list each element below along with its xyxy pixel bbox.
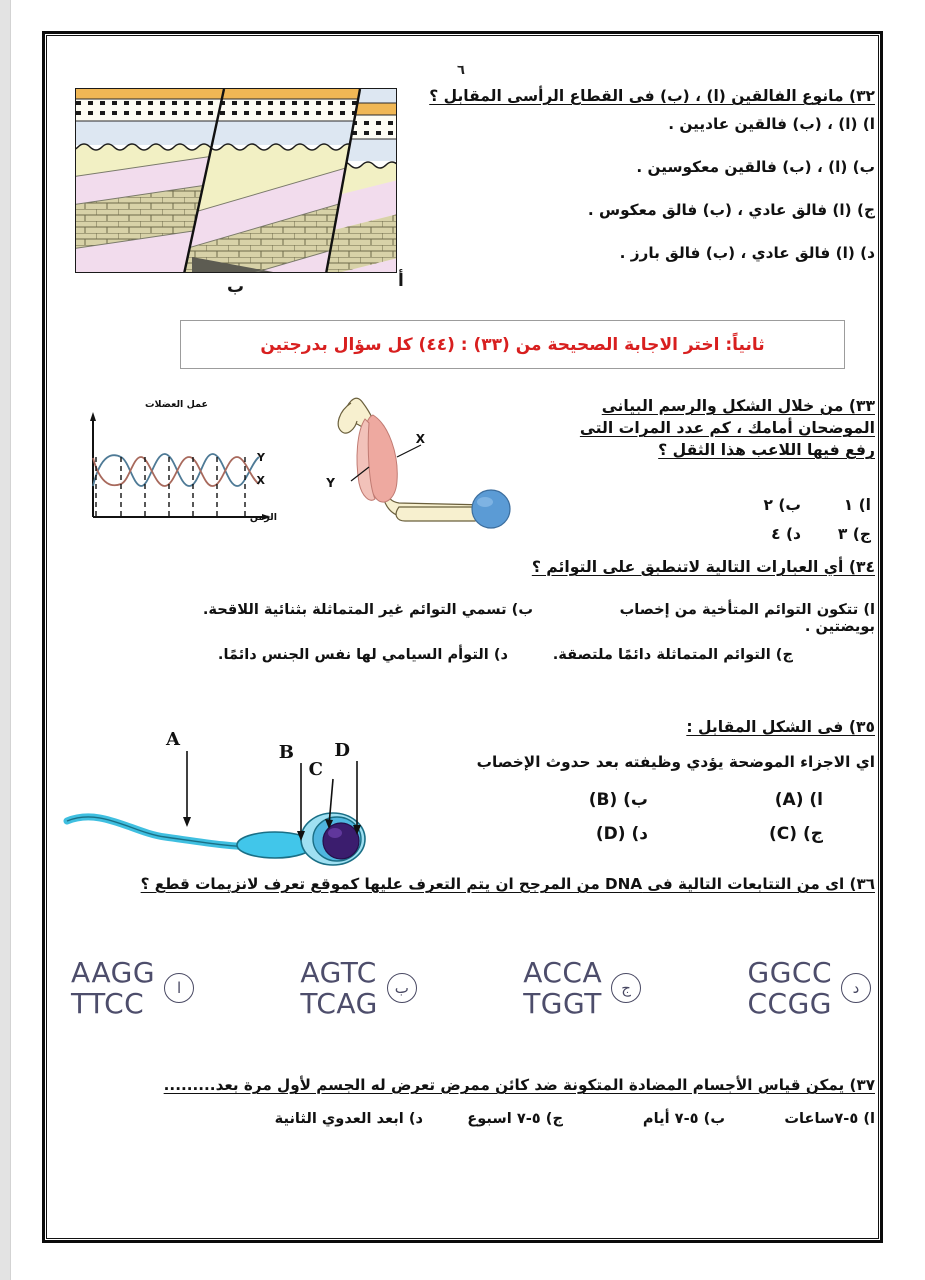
dna-option-c-sequence — [523, 957, 602, 1020]
paper-sheet — [11, 0, 925, 1280]
svg-text:الزمن: الزمن — [249, 512, 277, 523]
dna-option-d[interactable] — [748, 957, 872, 1020]
dna-option-b-marker: ب — [387, 973, 417, 1003]
dna-option-d-bottom: CCGG — [747, 987, 832, 1020]
q33-stem: ٣٣) من خلال الشكل والرسم البيانى الموضحان أمامك ، كم عدد المرات التى رفع فيها اللاعب هذا الثقل ؟ — [579, 397, 875, 460]
geo-fault-label-b: ب — [227, 277, 245, 297]
svg-text:X: X — [256, 474, 265, 487]
q35-option-d-value: (D) — [595, 824, 626, 844]
arm-muscle-diagram — [325, 385, 530, 545]
q35-option-b-value: (B) — [588, 790, 618, 810]
dna-option-a-sequence — [71, 957, 155, 1020]
q33-option-b[interactable] — [763, 496, 801, 514]
sperm-cell-diagram — [61, 725, 411, 870]
svg-text:عمل العضلات: عمل العضلات — [145, 399, 208, 410]
q32-option-b[interactable]: ب) (ا) ، (ب) فالقين معكوسين . — [636, 158, 875, 176]
q33-option-b-value: ٢ — [763, 496, 773, 514]
q34-option-d[interactable]: د) التوأم السيامي لها نفس الجنس دائمًا. — [217, 646, 508, 663]
geo-fault-label-a: أ — [398, 271, 404, 291]
q35-option-a[interactable] — [775, 790, 823, 810]
q32-option-d[interactable]: د) (ا) فالق عادي ، (ب) فالق بارز . — [619, 244, 875, 262]
q33-option-d-key: د) — [785, 525, 801, 543]
dna-option-d-marker: د — [841, 973, 871, 1003]
dna-option-b[interactable] — [300, 957, 416, 1020]
dna-option-c-marker: ج — [611, 973, 641, 1003]
q35-option-a-key: ا) — [809, 790, 823, 810]
dna-option-b-sequence — [300, 957, 377, 1020]
dna-option-d-sequence — [748, 957, 833, 1020]
dna-option-a-bottom: TTCC — [71, 987, 145, 1020]
q35-option-d-key: د) — [631, 824, 648, 844]
q35-option-a-value: (A) — [774, 790, 804, 810]
q33-option-c[interactable] — [838, 525, 871, 543]
q35-question: اي الاجزاء الموضحة يؤدي وظيفته بعد حدوث الإخصاب — [476, 753, 875, 771]
q37-option-d[interactable]: د) ابعد العدوي الثانية — [274, 1110, 423, 1127]
q34-option-a[interactable]: ا) تتكون التوائم المتأخية من إخصاب بويضتين . — [619, 601, 875, 635]
q33-option-a[interactable] — [844, 496, 871, 514]
dna-options-row — [71, 946, 871, 1030]
q33-option-d[interactable] — [771, 525, 801, 543]
svg-text:X: X — [415, 432, 425, 446]
q37-stem: ٣٧) يمكن قياس الأجسام المضادة المتكونة ضد كائن ممرض تعرض له الجسم لأول مرة بعد......... — [163, 1076, 875, 1094]
q37-option-a[interactable]: ا) ٥-٧ساعات — [784, 1110, 875, 1127]
q34-option-b[interactable]: ب) تسمي التوائم غير المتماثلة بثنائية اللاقحة. — [202, 601, 533, 618]
dna-option-b-bottom: TCAG — [300, 987, 378, 1020]
muscle-work-graph — [59, 391, 309, 546]
q35-option-c-value: (C) — [769, 824, 798, 844]
q34-option-c[interactable]: ج) التوائم المتماثلة دائمًا ملتصقة. — [552, 646, 793, 663]
dna-option-c-top: ACCA — [523, 955, 603, 989]
q37-option-c[interactable]: ج) ٥-٧ اسبوع — [467, 1110, 563, 1127]
dna-option-c[interactable] — [523, 957, 641, 1020]
page-number: ٦ — [457, 63, 465, 78]
q33-option-a-value: ١ — [843, 496, 854, 514]
q35-option-c-key: ج) — [802, 824, 823, 844]
svg-text:A: A — [166, 729, 180, 750]
q35-option-b[interactable] — [589, 790, 648, 810]
page-content — [53, 33, 893, 1243]
q33-option-b-key: ب) — [778, 496, 801, 514]
dna-option-b-top: AGTC — [300, 955, 377, 989]
svg-text:B: B — [278, 742, 294, 763]
dna-option-d-top: GGCC — [747, 955, 832, 989]
q33-option-a-key: ا) — [858, 496, 871, 514]
q35-option-b-key: ب) — [623, 790, 648, 810]
section-header-box — [180, 320, 845, 369]
q35-stem: ٣٥) فى الشكل المقابل : — [686, 718, 875, 736]
q32-stem: ٣٢) مانوع الفالقين (ا) ، (ب) فى القطاع الرأسى المقابل ؟ — [429, 87, 875, 105]
q33-option-c-value: ٣ — [837, 525, 848, 543]
geological-cross-section-figure — [75, 88, 397, 273]
dna-option-c-bottom: TGGT — [523, 987, 602, 1020]
page-left-gutter — [0, 0, 11, 1280]
section-header-text: ثانياً: اختر الاجابة الصحيحة من (٣٣) : (٤٤) كل سؤال بدرجتين — [260, 334, 765, 355]
q35-option-c[interactable] — [769, 824, 823, 844]
svg-text:C: C — [308, 759, 323, 780]
q37-option-b[interactable]: ب) ٥-٧ أيام — [642, 1110, 725, 1127]
q32-option-a[interactable]: ا) (ا) ، (ب) فالقين عاديين . — [668, 115, 875, 133]
dna-option-a-top: AAGG — [71, 955, 156, 989]
dna-option-a-marker: ا — [164, 973, 194, 1003]
dna-option-a[interactable] — [71, 957, 194, 1020]
q32-option-c[interactable]: ج) (ا) فالق عادي ، (ب) فالق معكوس . — [587, 201, 875, 219]
q35-option-d[interactable] — [596, 824, 648, 844]
q34-stem: ٣٤) أي العبارات التالية لاتنطبق على التوائم ؟ — [531, 558, 875, 576]
q33-option-c-key: ج) — [852, 525, 871, 543]
q36-stem: ٣٦) اى من التتابعات التالية فى DNA من المرجح ان يتم التعرف عليها كموقع تعرف لانزيمات قطع ؟ — [140, 875, 875, 893]
svg-text:Y: Y — [326, 476, 335, 490]
svg-text:Y: Y — [257, 451, 265, 464]
svg-text:D: D — [334, 740, 350, 761]
q33-option-d-value: ٤ — [771, 525, 781, 543]
